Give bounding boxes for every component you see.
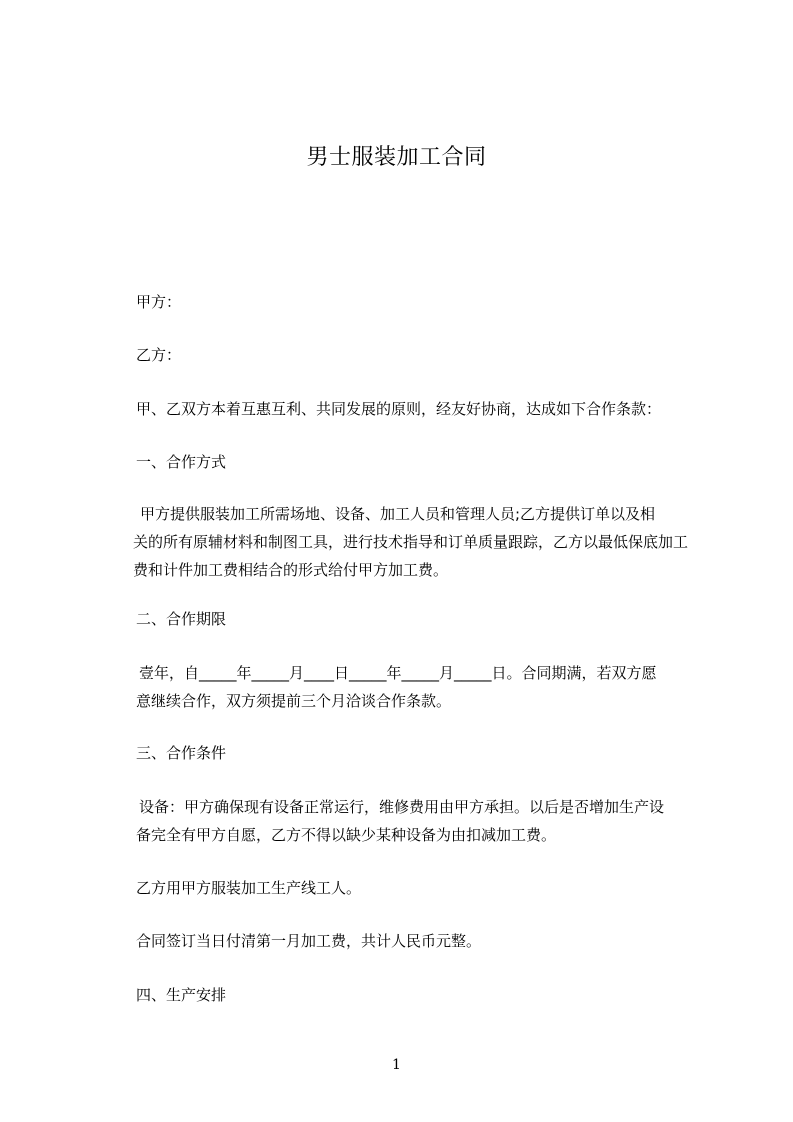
section-heading-cooperation-method: 一、合作方式 (136, 453, 227, 471)
section-heading-production-arrangement: 四、生产安排 (136, 986, 227, 1004)
paragraph-line: 费和计件加工费相结合的形式给付甲方加工费。 (133, 561, 449, 579)
paragraph-line: 意继续合作，双方须提前三个月洽谈合作条款。 (136, 692, 452, 710)
document-title: 男士服装加工合同 (306, 145, 487, 170)
party-b-label: 乙方： (136, 346, 182, 364)
paragraph-line: 壹年，自_____年_____月____日_____年_____月_____日。合同期满，若双方愿 (139, 664, 657, 682)
paragraph-line: 甲方提供服装加工所需场地、设备、加工人员和管理人员;乙方提供订单以及相 (140, 505, 656, 523)
payment-clause: 合同签订当日付清第一月加工费，共计人民币元整。 (136, 932, 482, 950)
party-a-label: 甲方： (136, 293, 182, 311)
paragraph-line: 关的所有原辅材料和制图工具，进行技术指导和订单质量跟踪，乙方以最低保底加工 (133, 533, 689, 551)
cooperation-method-paragraph (133, 500, 702, 584)
paragraph-line: 备完全有甲方自愿，乙方不得以缺少某种设备为由扣减加工费。 (136, 826, 557, 844)
section-heading-cooperation-conditions: 三、合作条件 (136, 744, 227, 762)
workers-clause: 乙方用甲方服装加工生产线工人。 (136, 879, 362, 897)
cooperation-term-paragraph (136, 659, 702, 715)
preamble-text: 甲、乙双方本着互惠互利、共同发展的原则，经友好协商，达成如下合作条款： (136, 400, 662, 418)
page-number: 1 (392, 1057, 401, 1073)
paragraph-line: 设备：甲方确保现有设备正常运行，维修费用由甲方承担。以后是否增加生产设 (139, 798, 665, 816)
section-heading-cooperation-term: 二、合作期限 (136, 610, 227, 628)
equipment-paragraph (136, 793, 702, 849)
